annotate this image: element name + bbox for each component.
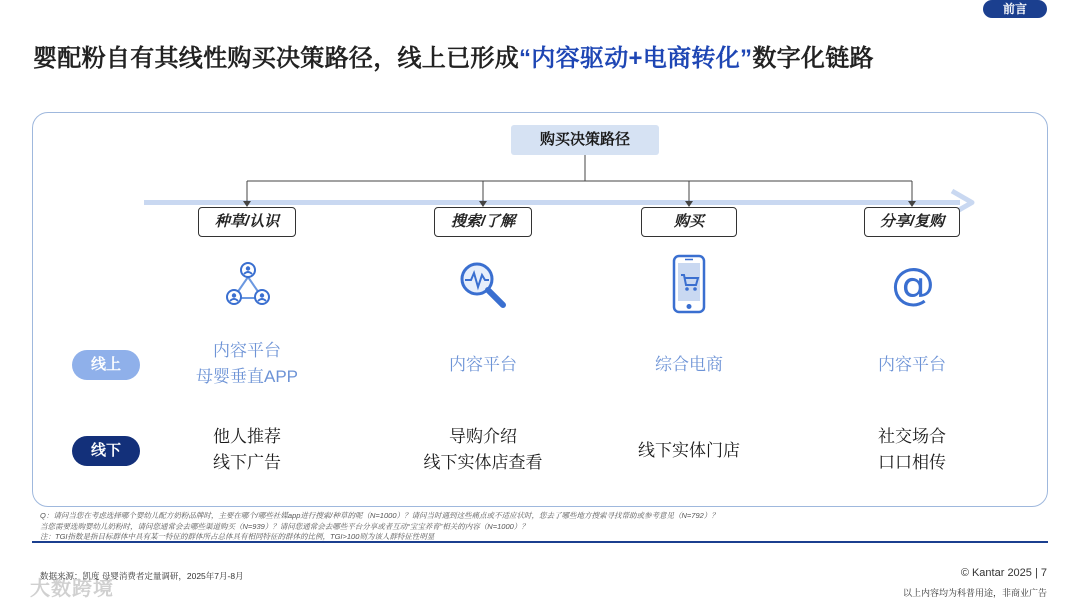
at-sign-icon xyxy=(890,262,936,308)
note-line: Q：请问当您在考虑选择哪个婴幼儿配方奶粉品牌时，主要在哪个/哪些社媒app进行搜索/种草的呢（N=1000）？请问当时遇到这些痛点或不适应状时，您去了哪些地方搜索寻找帮助或参考意见（N=792）？ xyxy=(40,511,719,520)
offline-cell-purchase xyxy=(589,438,789,464)
magnifier-pulse-icon xyxy=(456,258,510,312)
online-cell-line: 内容平台 xyxy=(449,355,517,374)
stage-seeding: 种草/认识 xyxy=(198,207,296,237)
online-cell-seeding xyxy=(147,338,347,390)
purchase-path-root: 购买决策路径 xyxy=(511,125,659,155)
offline-cell-line: 线下广告 xyxy=(213,453,281,472)
offline-cell-line: 导购介绍 xyxy=(449,427,517,446)
offline-cell-line: 他人推荐 xyxy=(213,427,281,446)
offline-cell-line: 线下实体门店 xyxy=(638,441,740,460)
stage-purchase: 购买 xyxy=(641,207,737,237)
svg-text:@: @ xyxy=(891,262,935,308)
note-line: 当您需要选购婴幼儿奶粉时，请问您通常会去哪些渠道购买（N=939）？请问您通常会去哪些平台分享或者互动“宝宝养育”相关的内容（N=1000）？ xyxy=(40,521,529,531)
row-label-offline: 线下 xyxy=(72,436,140,466)
mobile-cart-icon xyxy=(672,254,706,314)
survey-notes xyxy=(40,511,719,543)
title-suffix: 数字化链路 xyxy=(752,45,874,72)
network-people-icon xyxy=(224,260,272,308)
offline-cell-seeding xyxy=(147,424,347,476)
footer-rule xyxy=(32,541,1048,543)
offline-cell-share xyxy=(812,424,1012,476)
online-cell-line: 母婴垂直APP xyxy=(195,367,299,386)
offline-cell-line: 线下实体店查看 xyxy=(423,453,543,472)
data-source: 数据来源：凯度 母婴消费者定量调研，2025年7月-8月 xyxy=(40,571,244,581)
stage-search: 搜索/了解 xyxy=(434,207,532,237)
title-prefix: 婴配粉自有其线性购买决策路径，线上已形成 xyxy=(33,45,519,72)
disclaimer: 以上内容均为科普用途，非商业广告 xyxy=(902,588,1047,598)
offline-cell-search xyxy=(383,424,583,476)
offline-cell-line: 社交场合 xyxy=(878,427,946,446)
row-label-online: 线上 xyxy=(72,350,140,380)
watermark: 大数跨境 xyxy=(30,578,114,600)
section-badge: 前言 xyxy=(983,0,1047,18)
note-line: 注：TGI指数是指目标群体中具有某一特征的群体所占总体具有相同特征的群体的比例，TGI>100则为该人群特征性明显 xyxy=(40,532,435,541)
online-cell-purchase xyxy=(589,352,789,378)
copyright: © Kantar 2025 | 7 xyxy=(960,567,1047,579)
offline-cell-line: 口口相传 xyxy=(878,453,946,472)
stage-share-repurchase: 分享/复购 xyxy=(864,207,960,237)
online-cell-line: 内容平台 xyxy=(213,341,281,360)
flow-arrow-shaft xyxy=(144,200,960,205)
online-cell-search xyxy=(383,352,583,378)
online-cell-line: 内容平台 xyxy=(878,355,946,374)
online-cell-line: 综合电商 xyxy=(655,355,723,374)
title-highlight: “内容驱动+电商转化” xyxy=(519,45,753,72)
online-cell-share xyxy=(812,352,1012,378)
